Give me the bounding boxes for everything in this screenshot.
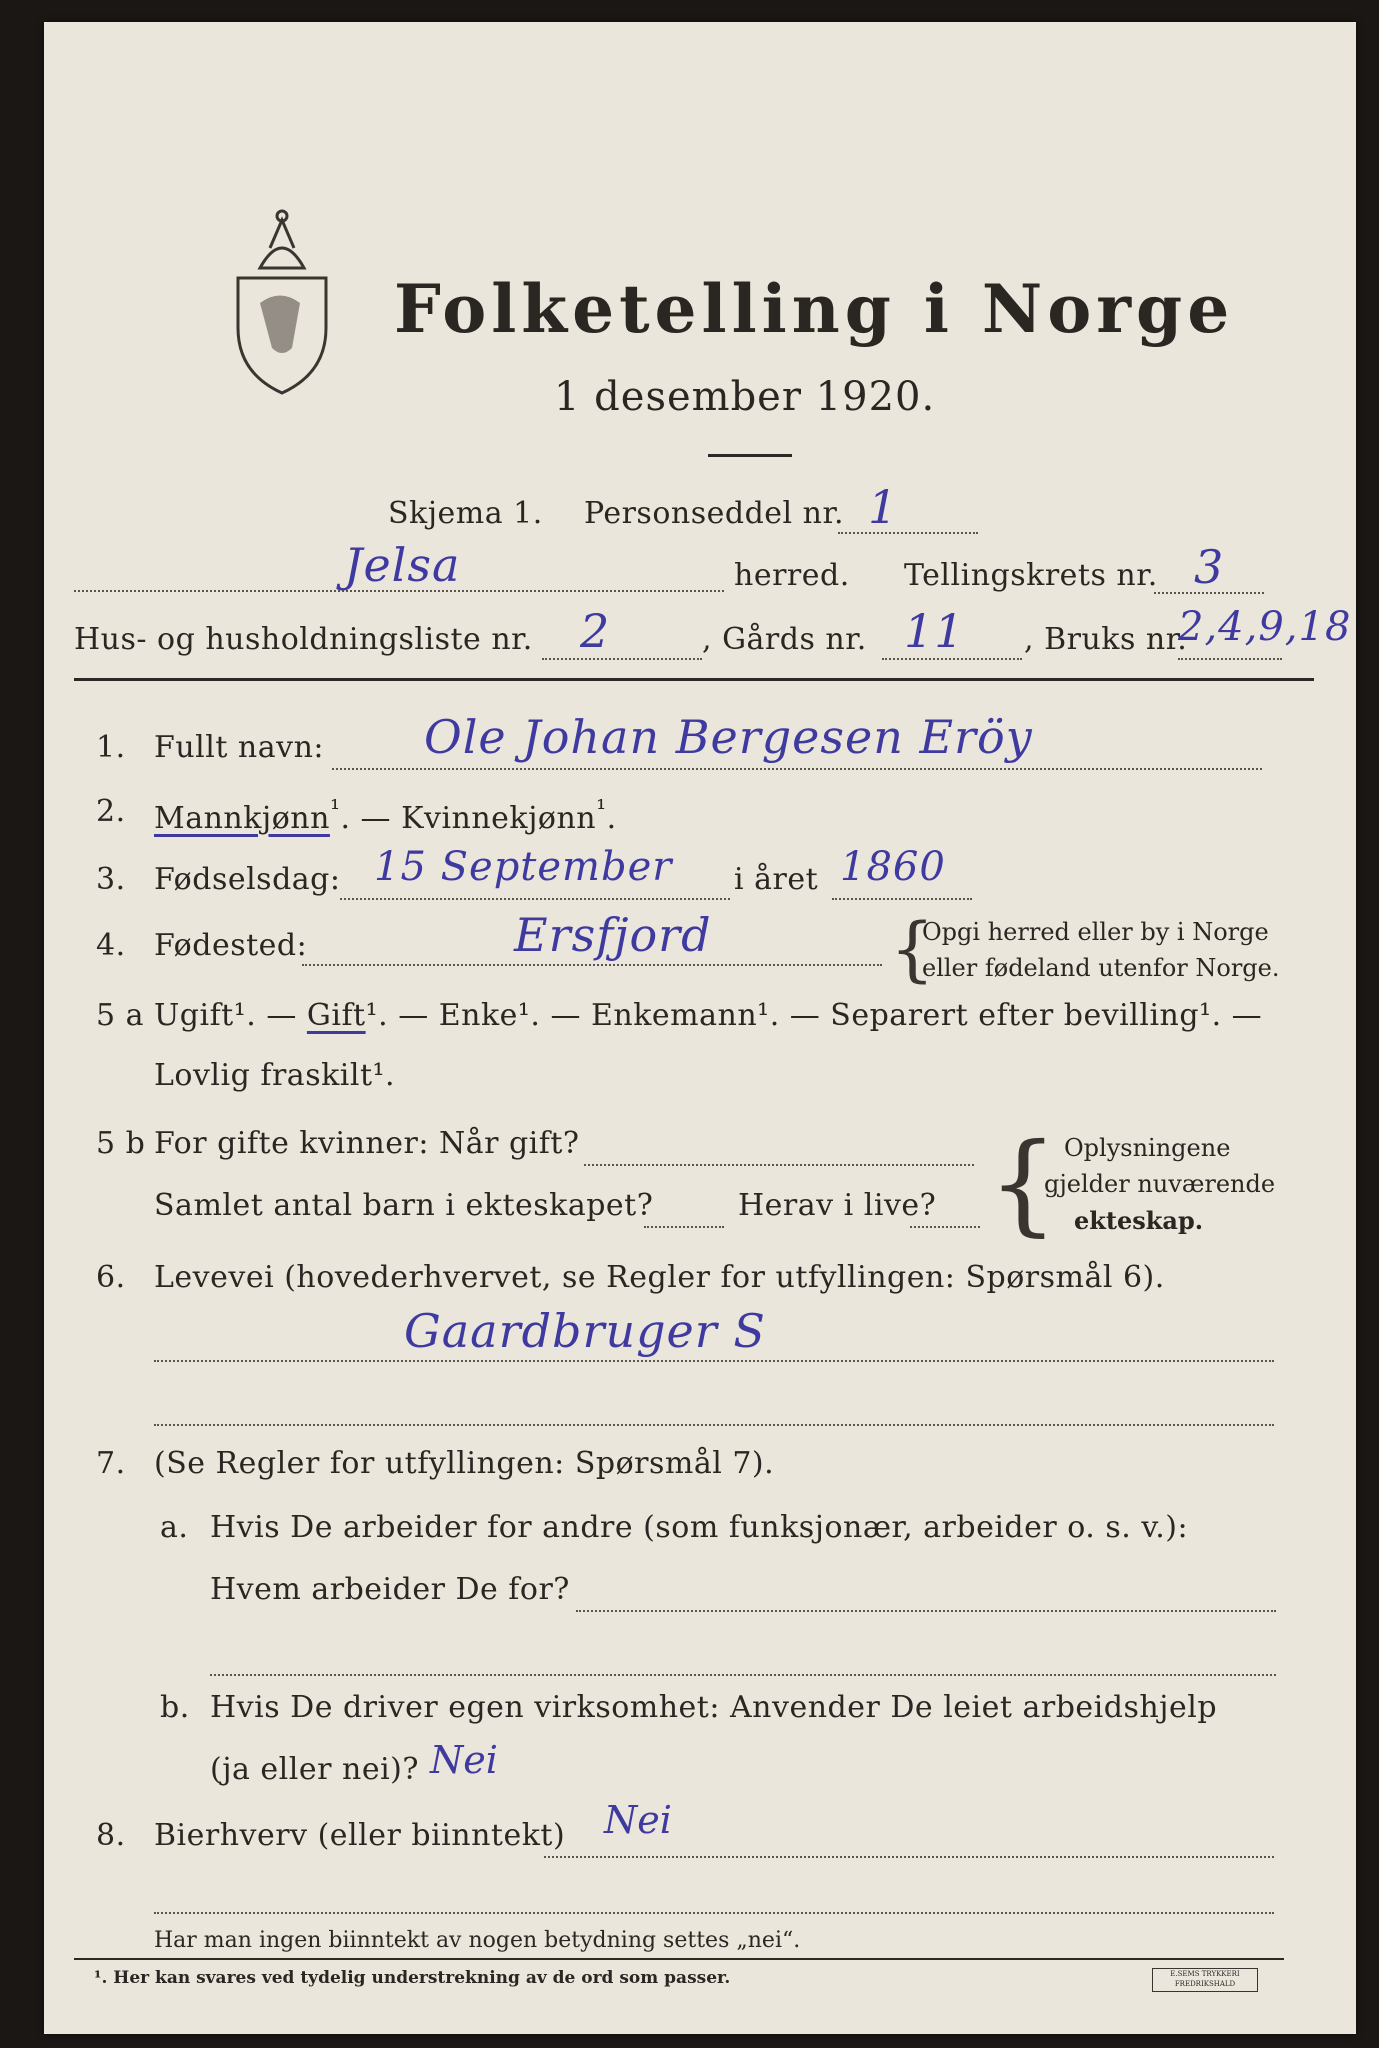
q7a-line2: Hvem arbeider De for? — [210, 1572, 570, 1607]
q4-number: 4. — [96, 928, 126, 963]
q5b-note-1: Oplysningene — [1064, 1134, 1231, 1162]
census-date: 1 desember 1920. — [554, 374, 936, 420]
q7b-line2: (ja eller nei)? — [210, 1752, 419, 1787]
census-form: Folketelling i Norge 1 desember 1920. Skjema 1. Personseddel nr. 1 Jelsa herred. Tellingskrets nr. 3 Hus- og husholdningsliste nr. 2 , Gårds nr. 11 , Bruks nr. 2,4,9,18 1. Fullt navn: Ole Johan Bergesen Eröy 2. Mannkjønn$^{^1}$. — Kvinnekjønn$^{^1}$. 3. Fødselsdag: 15 September i året 1860 4. Fødested: Ersfjord { Opgi herred eller by i Norge eller fødeland utenfor Norge. 5 a Ugift¹. — Gift¹. — Enke¹. — Enkemann¹. — Separert efter bevilling¹. — Lovlig fraskilt¹. 5 b For gifte kvinner: Når gift? Samlet antal barn i ekteskapet? Herav i live? { Oplysningene gjelder nuværende ekteskap. 6. Levevei (hovederhvervet, se Regler for utfyllingen: Spørsmål 6). Gaardbruger S 7. (Se Regler for utfyllingen: Spørsmål 7). a. Hvis De arbeider for andre (som funksjonær, arbeider o. s. v.): Hvem arbeider De for? b. Hvis De driver egen virksomhet: Anvender De leiet arbeidshjelp (ja eller nei)? Nei 8. Bierhverv (eller biinntekt) Nei Har man ingen biinntekt av nogen betydning settes „nei“. ¹. Her kan svares ved tydelig understrekning av de ord som passer. E.SEMS TRYKKERI FREDRIKSHALD — [44, 22, 1356, 2034]
q3-label: Fødselsdag: — [154, 862, 341, 897]
q7b-line1: Hvis De driver egen virksomhet: Anvender De leiet arbeidshjelp — [210, 1690, 1218, 1725]
sex-female: Kvinnekjønn — [401, 801, 597, 836]
q3-number: 3. — [96, 862, 126, 897]
herred-label: herred. — [734, 558, 850, 593]
marital-options-2: Lovlig fraskilt¹. — [154, 1058, 396, 1093]
birthplace-note-2: eller fødeland utenfor Norge. — [922, 954, 1280, 982]
footer-note: Har man ingen biinntekt av nogen betydning settes „nei“. — [154, 1928, 801, 1953]
tellingskrets-value: 3 — [1194, 540, 1225, 594]
q1-label: Fullt navn: — [154, 730, 325, 765]
form-title: Folketelling i Norge — [394, 270, 1235, 348]
hired-help-value: Nei — [430, 1738, 498, 1782]
tellingskrets-label: Tellingskrets nr. — [904, 558, 1158, 593]
bruks-value: 2,4,9,18 — [1178, 604, 1352, 650]
gards-value: 11 — [904, 604, 965, 658]
q4-label: Fødested: — [154, 928, 308, 963]
side-income-value: Nei — [604, 1798, 672, 1842]
hus-value: 2 — [580, 604, 611, 658]
birthplace-value: Ersfjord — [514, 908, 712, 962]
q7a-line1: Hvis De arbeider for andre (som funksjonær, arbeider o. s. v.): — [210, 1510, 1189, 1545]
header-rule — [74, 678, 1314, 681]
q7-label: (Se Regler for utfyllingen: Spørsmål 7). — [154, 1446, 775, 1481]
year-label: i året — [734, 862, 819, 897]
sex-male-underlined: Mannkjønn — [154, 801, 330, 836]
q7a-letter: a. — [160, 1510, 189, 1545]
q5b-note-3: ekteskap. — [1074, 1206, 1204, 1235]
q5b-children-label: Samlet antal barn i ekteskapet? — [154, 1188, 654, 1223]
q8-label: Bierhverv (eller biinntekt) — [154, 1818, 566, 1853]
birth-year-value: 1860 — [840, 844, 946, 890]
q7-number: 7. — [96, 1446, 126, 1481]
sex-options: Mannkjønn$^{^1}$. — Kvinnekjønn$^{^1}$. — [154, 794, 617, 836]
herred-value: Jelsa — [344, 538, 461, 592]
bruks-label: , Bruks nr. — [1024, 622, 1188, 657]
marital-married-underlined: Gift — [306, 998, 366, 1033]
q5b-note-2: gjelder nuværende — [1044, 1170, 1276, 1198]
gards-label: , Gårds nr. — [702, 622, 867, 657]
q1-number: 1. — [96, 730, 126, 765]
title-divider — [708, 454, 792, 457]
printer-stamp: E.SEMS TRYKKERI FREDRIKSHALD — [1152, 1968, 1258, 1992]
q2-number: 2. — [96, 794, 126, 829]
q6-number: 6. — [96, 1260, 126, 1295]
birthplace-note-1: Opgi herred eller by i Norge — [922, 918, 1269, 946]
q5b-number: 5 b — [96, 1126, 146, 1161]
marital-options: Ugift¹. — Gift¹. — Enke¹. — Enkemann¹. — Separert efter bevilling¹. — — [154, 998, 1263, 1033]
q5a-number: 5 a — [96, 998, 145, 1033]
q7b-letter: b. — [160, 1690, 190, 1725]
full-name-value: Ole Johan Bergesen Eröy — [424, 710, 1033, 764]
birth-date-value: 15 September — [374, 844, 673, 890]
q5b-alive-label: Herav i live? — [738, 1188, 937, 1223]
q8-number: 8. — [96, 1818, 126, 1853]
personseddel-value: 1 — [868, 480, 899, 534]
coat-of-arms-icon — [230, 208, 334, 398]
occupation-value: Gaardbruger S — [404, 1304, 766, 1358]
skjema-label: Skjema 1. — [388, 496, 543, 531]
q5b-line1: For gifte kvinner: Når gift? — [154, 1126, 580, 1161]
q6-label: Levevei (hovederhvervet, se Regler for utfyllingen: Spørsmål 6). — [154, 1260, 1165, 1295]
hus-label: Hus- og husholdningsliste nr. — [74, 622, 533, 657]
personseddel-label: Personseddel nr. — [584, 496, 845, 531]
footnote: ¹. Her kan svares ved tydelig understrekning av de ord som passer. — [94, 1968, 731, 1988]
footer-rule — [74, 1958, 1284, 1960]
